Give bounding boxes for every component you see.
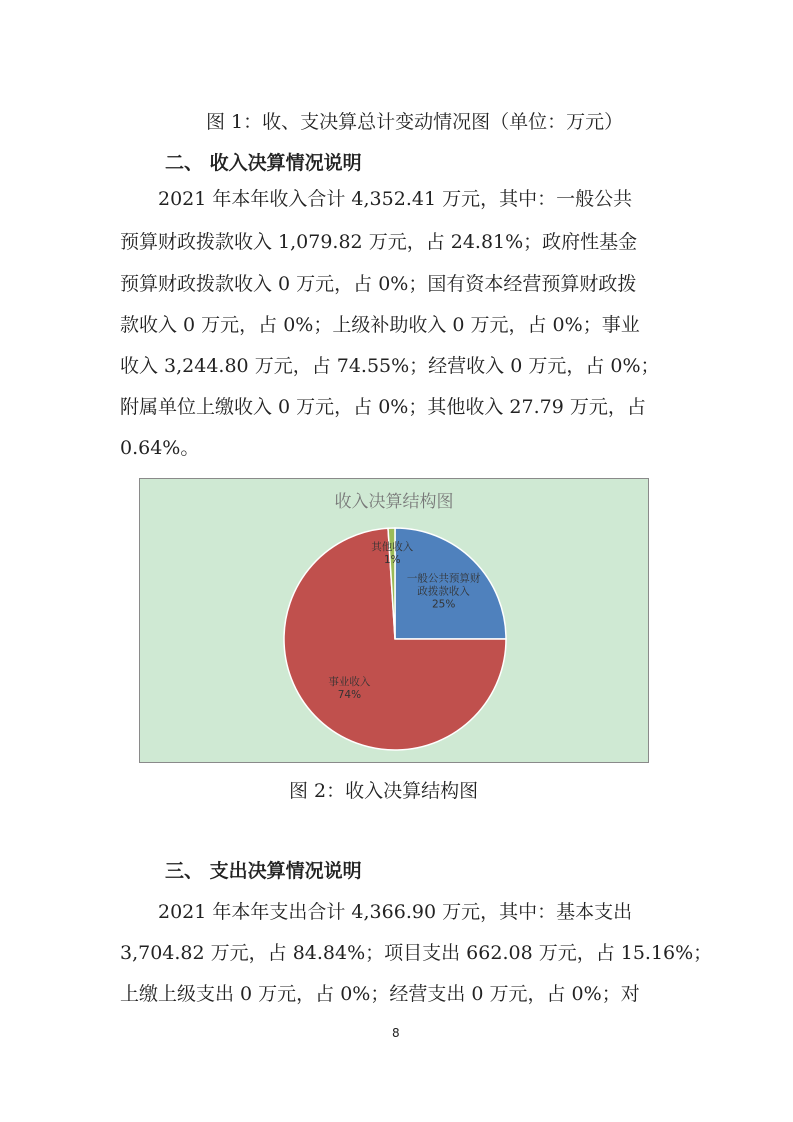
section2-heading: 二、 收入决算情况说明 (165, 152, 362, 174)
slice-label: 其他收入 (371, 540, 414, 553)
slice-label: 一般公共预算财 (406, 572, 481, 585)
figure2-caption: 图 2：收入决算结构图 (289, 780, 479, 802)
pie-chart-svg (140, 479, 648, 762)
page-number: 8 (392, 1026, 400, 1040)
figure1-caption: 图 1：收、支决算总计变动情况图（单位：万元） (206, 111, 624, 133)
section3-line: 2021 年本年支出合计 4,366.90 万元，其中：基本支出 (158, 901, 633, 923)
slice-percent-label: 1% (383, 553, 401, 566)
slice-label: 事业收入 (328, 676, 371, 689)
section2-line: 0.64%。 (120, 437, 200, 459)
section2-line: 附属单位上缴收入 0 万元，占 0%；其他收入 27.79 万元，占 (120, 396, 646, 418)
section2-line: 收入 3,244.80 万元，占 74.55%；经营收入 0 万元，占 0%； (120, 355, 660, 377)
section2-line: 款收入 0 万元，占 0%；上级补助收入 0 万元，占 0%；事业 (120, 314, 640, 336)
income-structure-chart (139, 478, 649, 763)
section3-line: 上缴上级支出 0 万元，占 0%；经营支出 0 万元，占 0%；对 (120, 983, 640, 1005)
section2-line: 预算财政拨款收入 1,079.82 万元，占 24.81%；政府性基金 (120, 231, 638, 253)
slice-label: 政拨款收入 (417, 585, 470, 598)
section2-line: 2021 年本年收入合计 4,352.41 万元，其中：一般公共 (158, 188, 633, 210)
chart-title: 收入决算结构图 (334, 492, 454, 512)
slice-percent-label: 74% (337, 689, 362, 702)
section2-line: 预算财政拨款收入 0 万元，占 0%；国有资本经营预算财政拨 (120, 273, 637, 295)
section3-line: 3,704.82 万元，占 84.84%；项目支出 662.08 万元，占 15.16%； (120, 942, 713, 964)
slice-percent-label: 25% (431, 598, 456, 611)
section3-heading: 三、 支出决算情况说明 (165, 860, 362, 882)
